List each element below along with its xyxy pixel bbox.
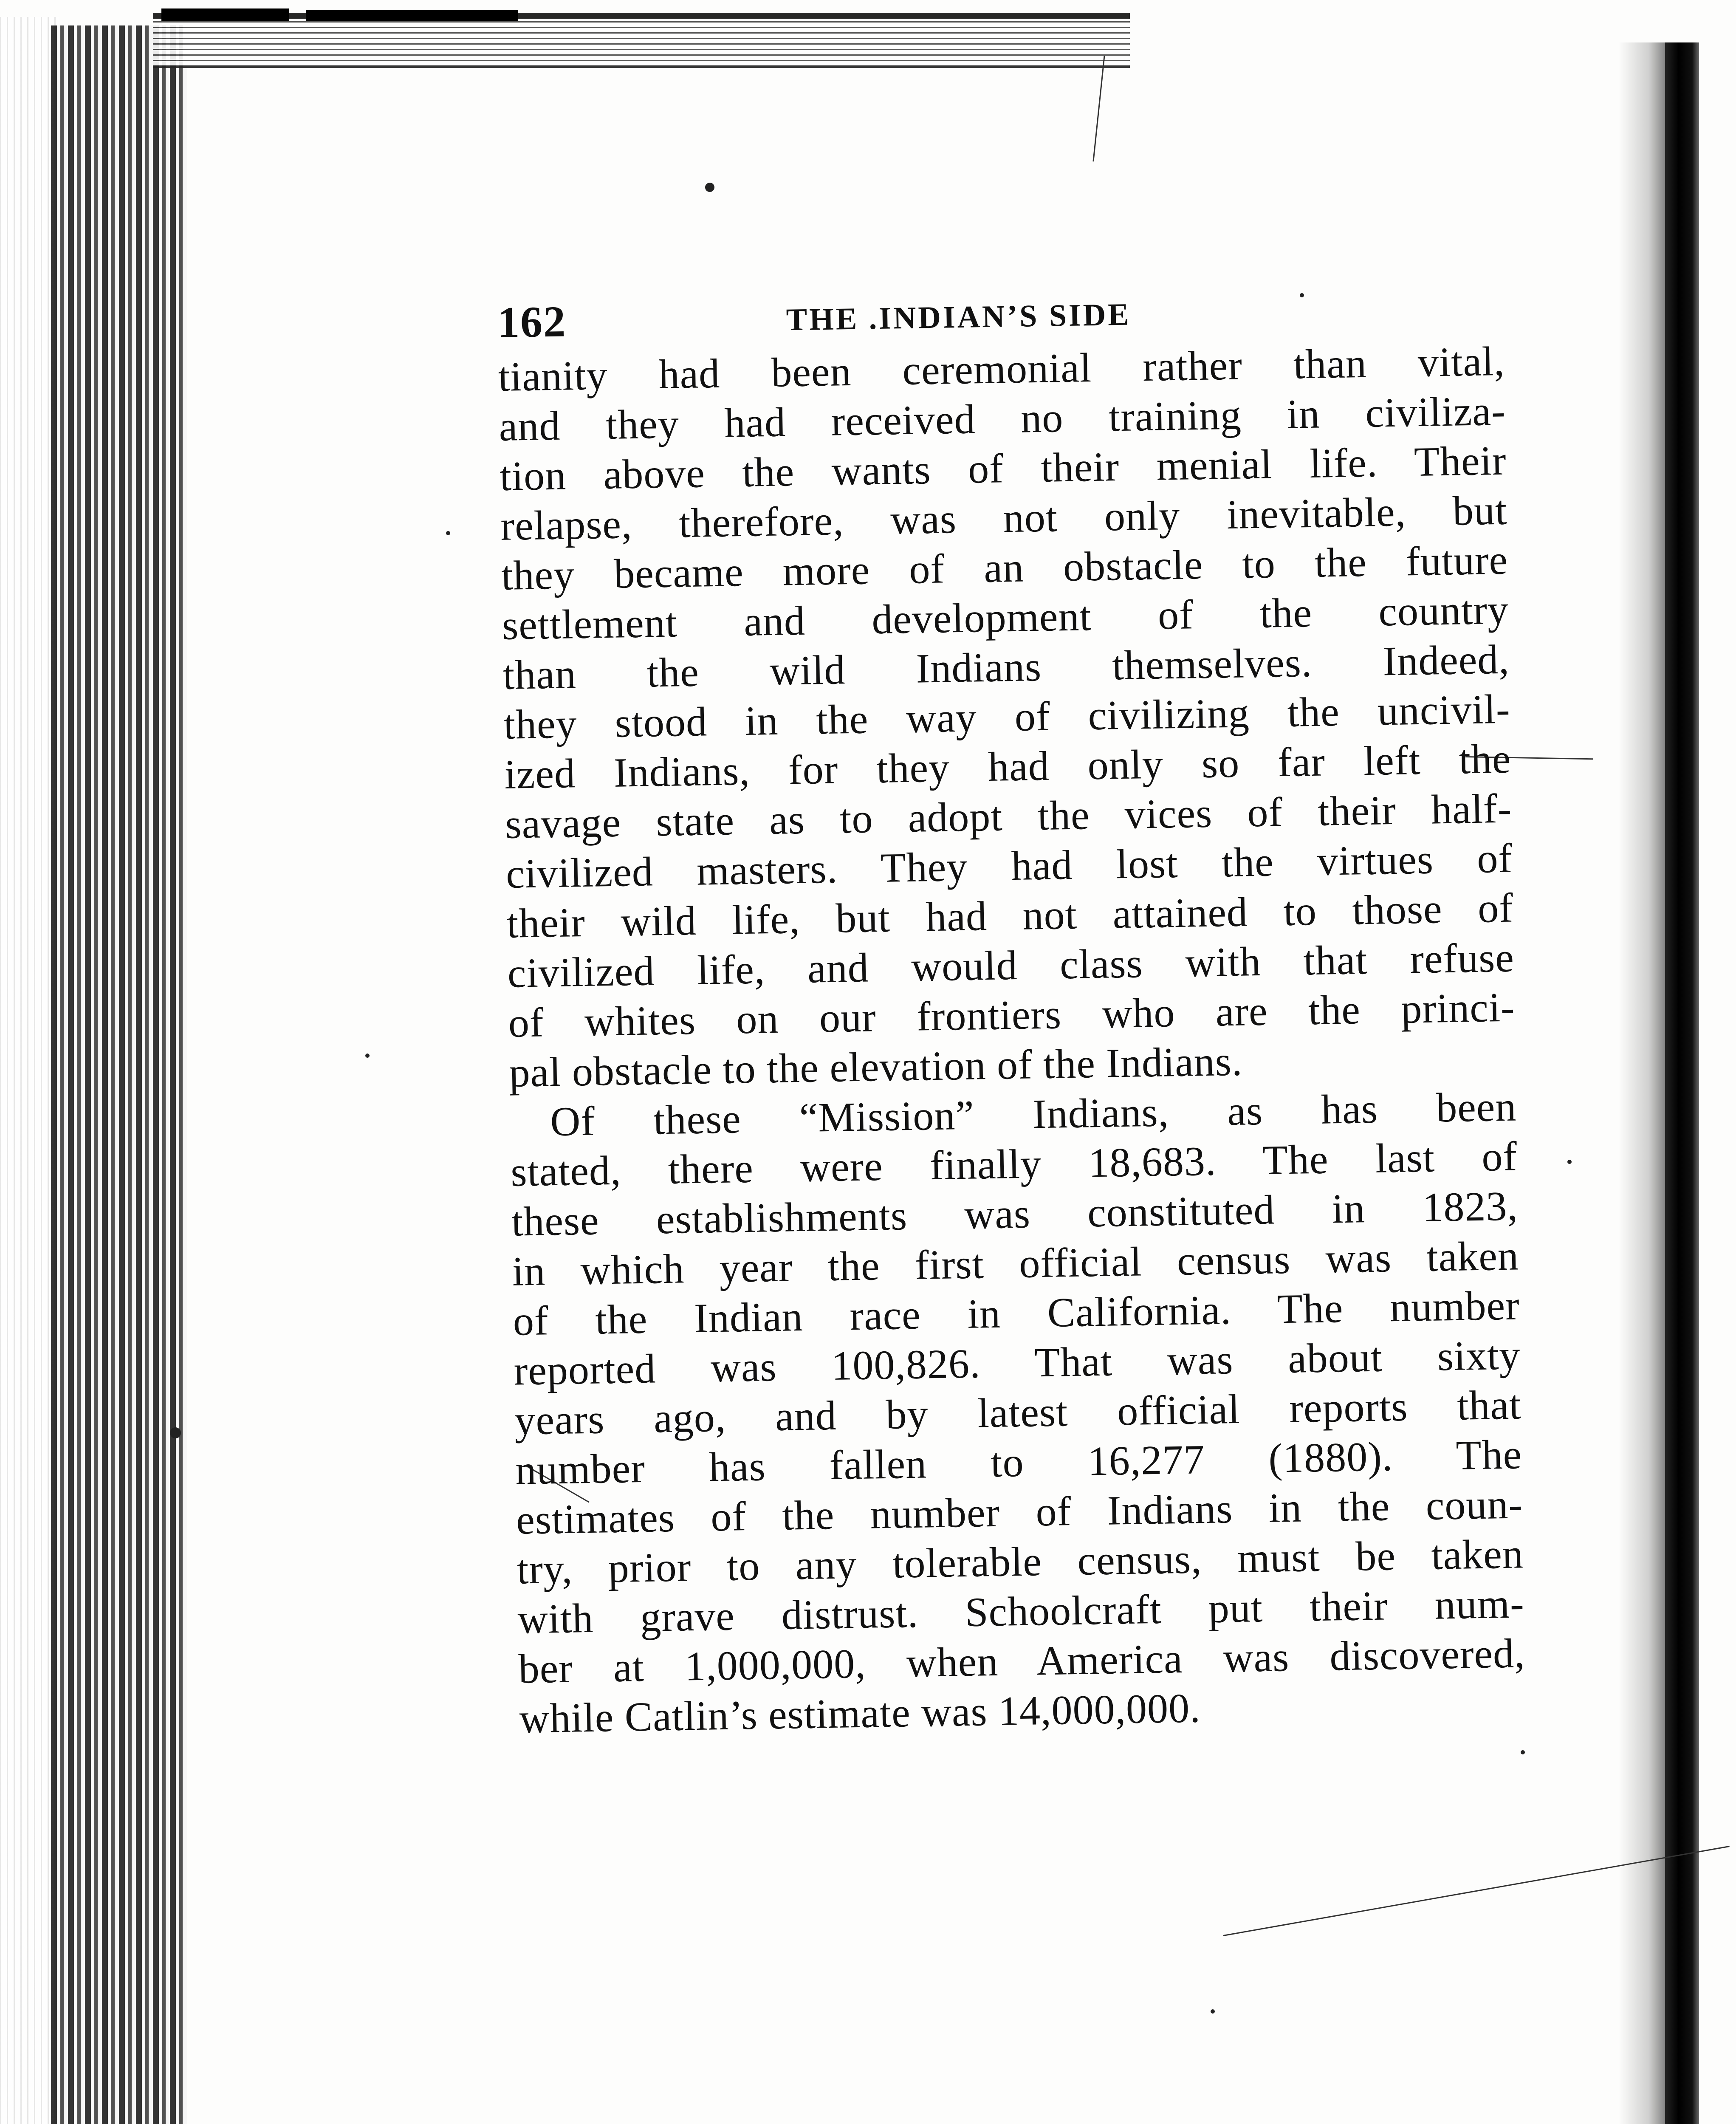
- text-line: number has fallen to 16,277 (1880). The: [515, 1432, 1522, 1494]
- text-line: civilized masters. They had lost the virtues of: [505, 835, 1513, 897]
- text-line: than the wild Indians themselves. Indeed,: [502, 636, 1510, 698]
- text-line: civilized life, and would class with that refuse: [507, 935, 1515, 997]
- text-line: savage state as to adopt the vices of their half-: [505, 785, 1513, 847]
- ink-speck: [365, 1054, 370, 1058]
- ink-speck: [170, 1427, 181, 1438]
- right-edge-shadow: [1618, 42, 1669, 2124]
- page-stack-edge: [51, 25, 187, 2124]
- text-line: pal obstacle to the elevation of the Indians.: [508, 1038, 1243, 1096]
- text-line: of the Indian race in California. The number: [513, 1282, 1520, 1344]
- paragraph-2: [510, 1082, 1527, 1744]
- top-edge-mark: [306, 10, 518, 21]
- text-line: relapse, therefore, was not only inevitable, but: [500, 487, 1508, 549]
- ink-speck: [446, 531, 450, 535]
- ink-speck: [1211, 2009, 1215, 2014]
- page-text-block: [497, 282, 1526, 1744]
- text-line: while Catlin’s estimate was 14,000,000.: [519, 1685, 1201, 1742]
- text-line: of whites on our frontiers who are the princi-: [508, 984, 1516, 1046]
- binding-edge-shadow: [0, 17, 59, 2124]
- text-line: with grave distrust. Schoolcraft put their num-: [517, 1581, 1525, 1643]
- text-line: settlement and development of the country: [502, 587, 1509, 649]
- ink-speck: [705, 183, 714, 192]
- text-line: reported was 100,826. That was about sixty: [513, 1332, 1521, 1394]
- page-number: 162: [497, 297, 567, 347]
- top-page-edge: [153, 13, 1130, 68]
- text-line: they became more of an obstacle to the future: [501, 537, 1508, 599]
- margin-pen-stroke: [1092, 56, 1105, 161]
- text-line: these establishments was constituted in 1823,: [511, 1183, 1519, 1245]
- text-line: their wild life, but had not attained to those of: [506, 885, 1514, 947]
- right-page-edge: [1665, 42, 1699, 2124]
- text-line: ized Indians, for they had only so far left the: [504, 736, 1512, 798]
- ink-speck: [1567, 1160, 1572, 1164]
- ink-speck: [1521, 1750, 1525, 1754]
- text-line: Of these “Mission” Indians, as has been: [550, 1084, 1517, 1145]
- text-line: estimates of the number of Indians in the coun-: [516, 1481, 1523, 1543]
- text-line: try, prior to any tolerable census, must be taken: [517, 1531, 1524, 1593]
- paragraph-1: [498, 337, 1516, 1098]
- text-line: tianity had been ceremonial rather than vital,: [498, 338, 1505, 400]
- text-line: they stood in the way of civilizing the uncivil-: [503, 686, 1511, 748]
- text-line: stated, there were finally 18,683. The last of: [510, 1133, 1518, 1195]
- text-line: tion above the wants of their menial life. Their: [499, 438, 1507, 500]
- text-line: years ago, and by latest official reports that: [514, 1382, 1522, 1444]
- text-line: in which year the first official census was taken: [512, 1233, 1519, 1295]
- running-title: THE .INDIAN’S SIDE: [786, 297, 1132, 338]
- top-edge-mark: [161, 8, 289, 21]
- text-line: and they had received no training in civiliza-: [498, 388, 1506, 450]
- text-line: ber at 1,000,000, when America was discovered,: [518, 1630, 1526, 1692]
